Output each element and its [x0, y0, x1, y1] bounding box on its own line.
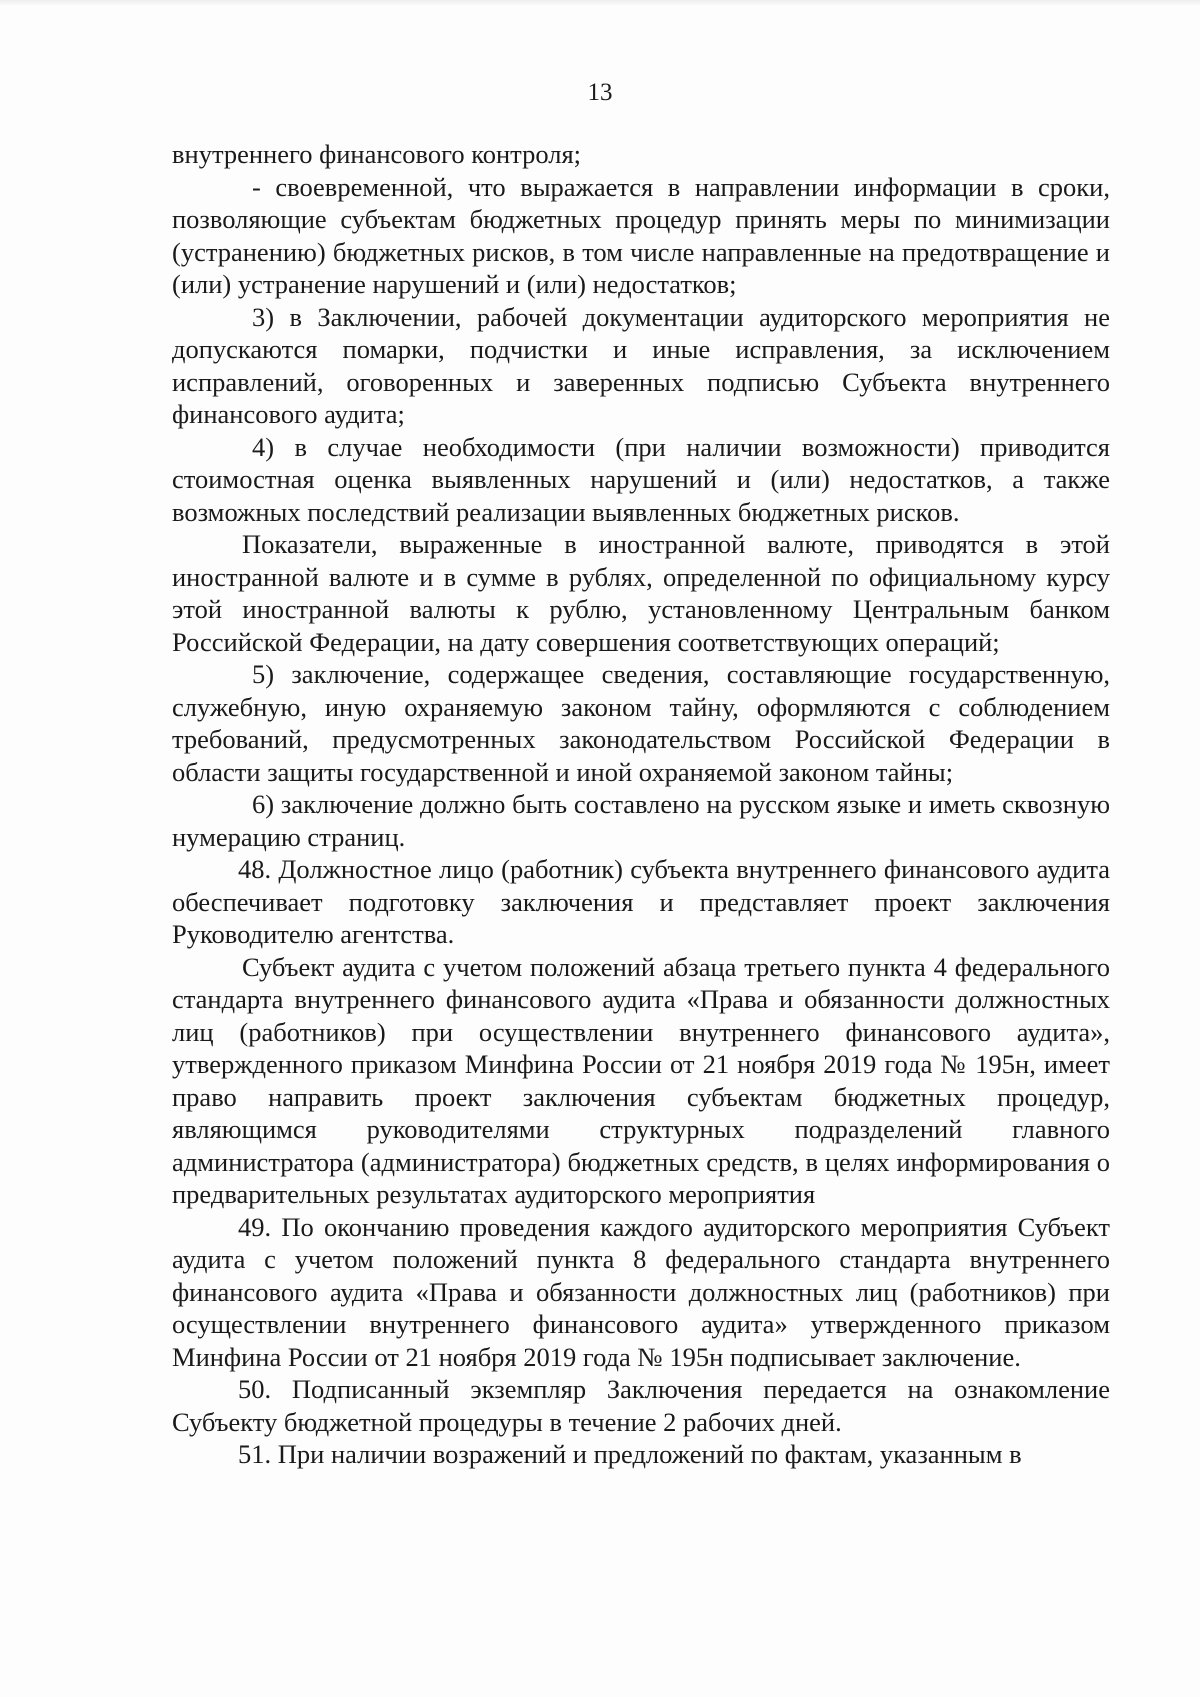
paragraph-49: 49. По окончанию проведения каждого аудиторского мероприятия Субъект аудита с учетом положений пункта 8 федерального стандарта внутреннего финансового аудита «Права и обязанности должностных лиц (работников) при осуществлении внутреннего финансового аудита» утвержденного приказом Минфина России от 21 ноября 2019 года № 195н подписывает заключение.	[172, 1211, 1110, 1372]
paragraph-foreign-currency: Показатели, выраженные в иностранной валюте, приводятся в этой иностранной валюте и в сумме в рублях, определенной по официальному курсу этой иностранной валюты к рублю, установленному Центральным банком Российской Федерации, на дату совершения соответствующих операций;	[172, 529, 1110, 657]
paragraph-item-3: 3) в Заключении, рабочей документации аудиторского мероприятия не допускаются помарки, подчистки и иные исправления, за исключением исправлений, оговоренных и заверенных подписью Субъекта внутреннего финансового аудита;	[172, 301, 1110, 429]
paragraph-continuation: внутреннего финансового контроля;	[172, 139, 582, 169]
paragraph-item-4: 4) в случае необходимости (при наличии возможности) приводится стоимостная оценка выявленных нарушений и (или) недостатков, а также возможных последствий реализации выявленных бюджетных рисков.	[172, 431, 1110, 527]
document-body	[172, 138, 1110, 1471]
paragraph-timely: - своевременной, что выражается в направлении информации в сроки, позволяющие субъектам бюджетных процедур принять меры по минимизации (устранению) бюджетных рисков, в том числе направленные на предотвращение и (или) устранение нарушений и (или) недостатков;	[172, 171, 1110, 299]
paragraph-51: 51. При наличии возражений и предложений по фактам, указанным в	[238, 1439, 1022, 1469]
paragraph-item-6: 6) заключение должно быть составлено на русском языке и иметь сквозную нумерацию страниц.	[172, 789, 1110, 852]
scan-edge	[0, 0, 1200, 6]
paragraph-48: 48. Должностное лицо (работник) субъекта внутреннего финансового аудита обеспечивает подготовку заключения и представляет проект заключения Руководителю агентства.	[172, 854, 1110, 949]
paragraph-item-5: 5) заключение, содержащее сведения, составляющие государственную, служебную, иную охраняемую законом тайну, оформляются с соблюдением требований, предусмотренных законодательством Российской Федерации в области защиты государственной и иной охраняемой законом тайны;	[172, 659, 1110, 787]
page-number: 13	[587, 79, 613, 106]
paragraph-audit-subject: Субъект аудита с учетом положений абзаца третьего пункта 4 федерального стандарта внутреннего финансового аудита «Права и обязанности должностных лиц (работников) при осуществлении внутреннего финансового аудита», утвержденного приказом Минфина России от 21 ноября 2019 года № 195н, имеет право направить проект заключения субъектам бюджетных процедур, являющимся руководителями структурных подразделений главного администратора (администратора) бюджетных средств, в целях информирования о предварительных результатах аудиторского мероприятия	[172, 951, 1110, 1209]
paragraph-50: 50. Подписанный экземпляр Заключения передается на ознакомление Субъекту бюджетной процедуры в течение 2 рабочих дней.	[172, 1374, 1110, 1437]
